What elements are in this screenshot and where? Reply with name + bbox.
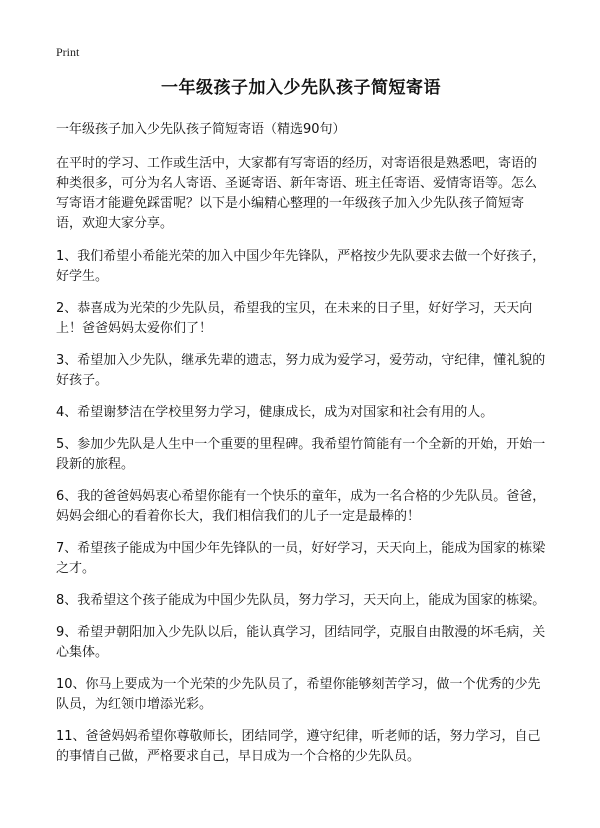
- message-item-9: 9、希望尹朝阳加入少先队以后，能认真学习，团结同学，克服自由散漫的坏毛病，关心集体。: [56, 625, 546, 660]
- document-title: 一年级孩子加入少先队孩子简短寄语: [161, 78, 441, 98]
- message-item-7: 7、希望孩子能成为中国少年先锋队的一员，好好学习，天天向上，能成为国家的栋梁之才。: [56, 541, 546, 576]
- message-item-6: 6、我的爸爸妈妈衷心希望你能有一个快乐的童年，成为一名合格的少先队员。爸爸，妈妈会细心的看着你长大，我们相信我们的儿子一定是最棒的！: [56, 489, 546, 524]
- document-subtitle: 一年级孩子加入少先队孩子简短寄语（精选90句）: [56, 122, 346, 137]
- message-item-4: 4、希望谢梦洁在学校里努力学习，健康成长，成为对国家和社会有用的人。: [56, 405, 494, 420]
- intro-paragraph: 在平时的学习、工作或生活中，大家都有写寄语的经历，对寄语很是熟悉吧，寄语的种类很多，可分为名人寄语、圣诞寄语、新年寄语、班主任寄语、爱情寄语等。怎么写寄语才能避免踩雷呢？以下是小编精心整理的一年级孩子加入少先队孩子简短寄语，欢迎大家分享。: [56, 156, 538, 231]
- message-item-8: 8、我希望这个孩子能成为中国少先队员，努力学习，天天向上，能成为国家的栋梁。: [56, 593, 546, 608]
- message-item-11: 11、爸爸妈妈希望你尊敬师长，团结同学，遵守纪律，听老师的话，努力学习，自己的事情自己做，严格要求自己，早日成为一个合格的少先队员。: [56, 729, 541, 764]
- message-item-1: 1、我们希望小希能光荣的加入中国少年先锋队，严格按少先队要求去做一个好孩子，好学生。: [56, 249, 546, 284]
- message-item-2: 2、恭喜成为光荣的少先队员，希望我的宝贝，在未来的日子里，好好学习，天天向上！爸爸妈妈太爱你们了！: [56, 301, 533, 336]
- message-item-10: 10、你马上要成为一个光荣的少先队员了，希望你能够刻苦学习，做一个优秀的少先队员，为红领巾增添光彩。: [56, 677, 541, 712]
- message-item-3: 3、希望加入少先队，继承先辈的遗志，努力成为爱学习，爱劳动，守纪律，懂礼貌的好孩子。: [56, 353, 546, 388]
- print-label: Print: [56, 45, 80, 59]
- message-item-5: 5、参加少先队是人生中一个重要的里程碑。我希望竹简能有一个全新的开始，开始一段新的旅程。: [56, 437, 546, 472]
